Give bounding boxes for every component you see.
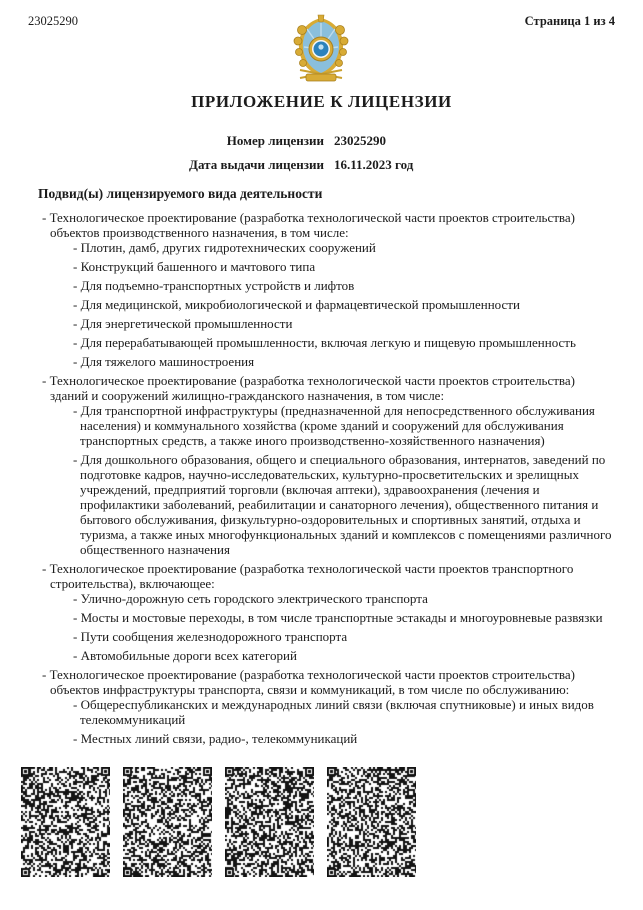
kazakhstan-emblem-icon bbox=[290, 14, 352, 84]
subtype-item: - Для тяжелого машиностроения bbox=[73, 354, 615, 369]
qr-code-3 bbox=[225, 767, 314, 877]
subtypes-section bbox=[0, 186, 643, 750]
license-number-value: 23025290 bbox=[334, 133, 386, 148]
subtype-item: - Местных линий связи, радио-, телекоммуникаций bbox=[73, 731, 615, 746]
subtype-item: - Улично-дорожную сеть городского электрического транспорта bbox=[73, 591, 615, 606]
subtype-item: - Для медицинской, микробиологической и фармацевтической промышленности bbox=[73, 297, 615, 312]
document-number-header: 23025290 bbox=[28, 14, 78, 28]
license-meta-block bbox=[0, 133, 643, 173]
page-indicator: Страница 1 из 4 bbox=[524, 14, 615, 28]
subtype-item: - Конструкций башенного и мачтового типа bbox=[73, 259, 615, 274]
subtype-group-text: - Технологическое проектирование (разработка технологической части проектов строительства) объектов инфраструктуры транспорта, связи и коммуникаций, в том числе по обслуживанию: bbox=[38, 667, 615, 697]
subtype-group bbox=[38, 561, 615, 663]
qr-code-row bbox=[21, 767, 416, 877]
subtype-group-text: - Технологическое проектирование (разработка технологической части проектов строительства) зданий и сооружений жилищно-гражданского назначения, в том числе: bbox=[38, 373, 615, 403]
subtypes-heading: Подвид(ы) лицензируемого вида деятельности bbox=[38, 186, 323, 201]
subtype-item: - Автомобильные дороги всех категорий bbox=[73, 648, 615, 663]
subtype-group bbox=[38, 210, 615, 369]
subtype-group-text: - Технологическое проектирование (разработка технологической части проектов строительства) объектов производственного назначения, в том числе: bbox=[38, 210, 615, 240]
subtype-item: - Для транспортной инфраструктуры (предназначенной для непосредственного обслуживания населения) и коммунального хозяйства (кроме зданий и сооружений для обслуживания транспортных средств, а также иного производственно-хозяйственного назначения) bbox=[73, 403, 615, 448]
subtype-item: - Плотин, дамб, других гидротехнических сооружений bbox=[73, 240, 615, 255]
subtype-item: - Для перерабатывающей промышленности, включая легкую и пищевую промышленность bbox=[73, 335, 615, 350]
license-number-label: Номер лицензии bbox=[226, 133, 324, 148]
qr-code-2 bbox=[123, 767, 212, 877]
subtype-item: - Мосты и мостовые переходы, в том числе транспортные эстакады и многоуровневые развязки bbox=[73, 610, 615, 625]
page-title: ПРИЛОЖЕНИЕ К ЛИЦЕНЗИИ bbox=[191, 92, 452, 111]
license-date-value: 16.11.2023 год bbox=[334, 157, 414, 172]
subtype-item: - Пути сообщения железнодорожного транспорта bbox=[73, 629, 615, 644]
subtypes-list bbox=[38, 210, 615, 746]
subtype-item: - Для дошкольного образования, общего и специального образования, интернатов, заведений по подготовке кадров, научно-исследовательских, культурно-просветительских и зрелищных учреждений, предприятий торговли (включая аптеки), здравоохранения (лечения и профилактики заболеваний, реабилитации и санаторного лечения), общественного питания и бытового обслуживания, физкультурно-оздоровительных и спортивных занятий, отдыха и туризма, а также иных многофункциональных зданий и комплексов с помещениями различного общественного назначения bbox=[73, 452, 615, 557]
subtype-group bbox=[38, 373, 615, 557]
qr-code-4 bbox=[327, 767, 416, 877]
subtype-item: - Для энергетической промышленности bbox=[73, 316, 615, 331]
subtype-group bbox=[38, 667, 615, 746]
subtype-item: - Общереспубликанских и международных линий связи (включая спутниковые) и иных видов телекоммуникаций bbox=[73, 697, 615, 727]
subtype-group-text: - Технологическое проектирование (разработка технологической части проектов транспортного строительства), включающее: bbox=[38, 561, 615, 591]
subtype-item: - Для подъемно-транспортных устройств и лифтов bbox=[73, 278, 615, 293]
qr-code-1 bbox=[21, 767, 110, 877]
license-date-label: Дата выдачи лицензии bbox=[189, 157, 324, 172]
